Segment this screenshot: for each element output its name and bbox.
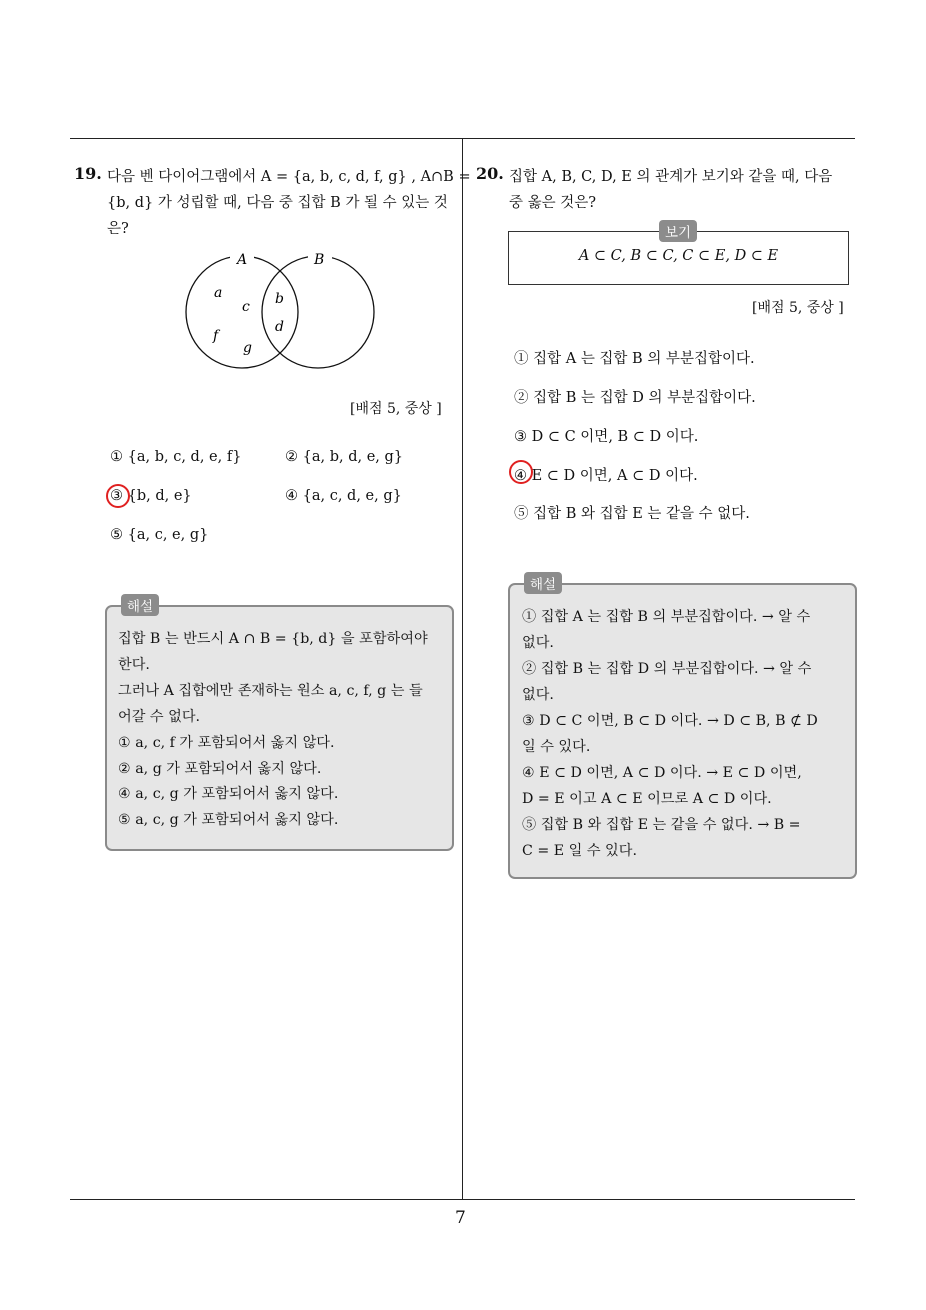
page-number: 7 — [455, 1208, 466, 1228]
question-20-explanation-line-9: ⑤ 집합 B 와 집합 E 는 같을 수 없다. → B = — [522, 817, 801, 833]
question-20-explanation-line-7: ④ E ⊂ D 이면, A ⊂ D 이다. → E ⊂ D 이면, — [522, 765, 802, 781]
venn-element-g: g — [243, 340, 252, 356]
question-20-choice-2[interactable]: ② 집합 B 는 집합 D 의 부분집합이다. — [514, 390, 756, 406]
question-20-explanation-line-3: ② 집합 B 는 집합 D 의 부분집합이다. → 알 수 — [522, 661, 812, 677]
question-19-explanation-line-2: 한다. — [118, 657, 150, 673]
venn-label-a: A — [237, 252, 248, 268]
question-19-number: 19. — [74, 164, 102, 183]
question-20-explanation-line-2: 없다. — [522, 635, 554, 651]
question-19-explanation-line-7: ④ a, c, g 가 포함되어서 옳지 않다. — [118, 786, 339, 802]
question-20-explanation-box — [508, 583, 857, 879]
question-19-choice-4[interactable]: ④ {a, c, d, e, g} — [285, 488, 402, 504]
question-19-explanation-line-3: 그러나 A 집합에만 존재하는 원소 a, c, f, g 는 들 — [118, 683, 423, 699]
question-19-choice-3[interactable]: ③ {b, d, e} — [110, 488, 192, 504]
question-20-explanation-line-6: 일 수 있다. — [522, 739, 591, 755]
answer-circle-icon — [509, 460, 533, 484]
condition-box-tag: 보기 — [659, 220, 697, 242]
question-19-choice-1[interactable]: ① {a, b, c, d, e, f} — [110, 449, 242, 465]
question-20-line-1: 집합 A, B, C, D, E 의 관계가 보기와 같을 때, 다음 — [509, 169, 833, 185]
question-20-choice-1[interactable]: ① 집합 A 는 집합 B 의 부분집합이다. — [514, 351, 755, 367]
venn-label-b: B — [314, 252, 325, 268]
question-20-explanation-line-4: 없다. — [522, 687, 554, 703]
question-20-choice-4[interactable]: ④ E ⊂ D 이면, A ⊂ D 이다. — [514, 468, 698, 484]
question-19-explanation-line-4: 어갈 수 없다. — [118, 709, 201, 725]
column-divider — [462, 138, 463, 1200]
question-20-line-2: 중 옳은 것은? — [509, 195, 597, 211]
question-20-choice-3[interactable]: ③ D ⊂ C 이면, B ⊂ D 이다. — [514, 429, 699, 445]
venn-diagram — [180, 245, 380, 375]
venn-element-f: f — [213, 328, 219, 344]
question-20-explanation-line-8: D = E 이고 A ⊂ E 이므로 A ⊂ D 이다. — [522, 791, 772, 807]
question-19-line-1: 다음 벤 다이어그램에서 A = {a, b, c, d, f, g} , A∩B = — [107, 169, 471, 185]
question-20-explanation-tag: 해설 — [524, 572, 562, 594]
venn-element-b: b — [275, 291, 284, 307]
question-19-explanation-line-6: ② a, g 가 포함되어서 옳지 않다. — [118, 761, 322, 777]
question-19-explanation-tag: 해설 — [121, 594, 159, 616]
question-20-explanation-line-10: C = E 일 수 있다. — [522, 843, 637, 859]
question-19-choice-2[interactable]: ② {a, b, d, e, g} — [285, 449, 404, 465]
venn-element-c: c — [242, 299, 250, 315]
venn-element-a: a — [214, 285, 223, 301]
question-19-score: [배점 5, 중상 ] — [350, 401, 442, 417]
question-20-number: 20. — [476, 164, 504, 183]
venn-circle-b — [262, 256, 374, 368]
question-20-score: [배점 5, 중상 ] — [752, 300, 844, 316]
question-19-explanation-line-5: ① a, c, f 가 포함되어서 옳지 않다. — [118, 735, 335, 751]
question-20-explanation-line-1: ① 집합 A 는 집합 B 의 부분집합이다. → 알 수 — [522, 609, 811, 625]
question-19-choice-5[interactable]: ⑤ {a, c, e, g} — [110, 527, 209, 543]
question-19-explanation-line-8: ⑤ a, c, g 가 포함되어서 옳지 않다. — [118, 812, 339, 828]
bottom-rule — [70, 1199, 855, 1200]
condition-box-content: A ⊂ C, B ⊂ C, C ⊂ E, D ⊂ E — [578, 248, 779, 264]
question-20-choice-5[interactable]: ⑤ 집합 B 와 집합 E 는 같을 수 없다. — [514, 506, 750, 522]
answer-circle-icon — [106, 484, 130, 508]
question-20-explanation-line-5: ③ D ⊂ C 이면, B ⊂ D 이다. → D ⊂ B, B ⊄ D — [522, 713, 818, 729]
venn-element-d: d — [275, 319, 284, 335]
question-19-explanation-line-1: 집합 B 는 반드시 A ∩ B = {b, d} 을 포함하여야 — [118, 631, 428, 647]
question-19-line-3: 은? — [107, 221, 129, 237]
question-19-line-2: {b, d} 가 성립할 때, 다음 중 집합 B 가 될 수 있는 것 — [107, 195, 448, 211]
